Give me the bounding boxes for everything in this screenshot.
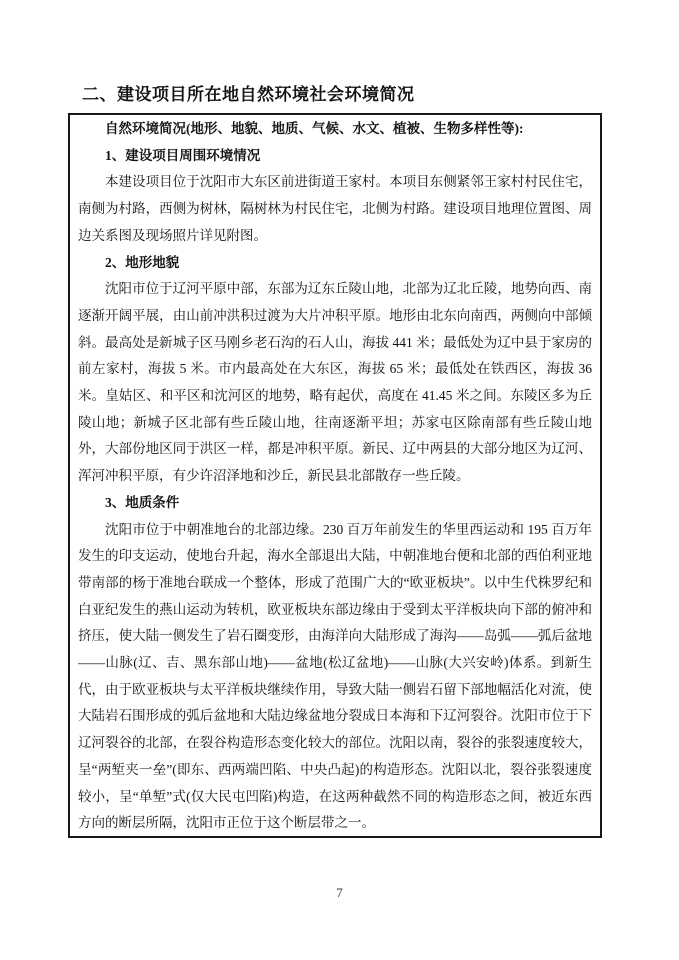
section-2-paragraph: 沈阳市位于辽河平原中部，东部为辽东丘陵山地，北部为辽北丘陵，地势向西、南逐渐开阔平展，由山前冲洪积过渡为大片冲积平原。地形由北东向南西，两侧向中部倾斜。最高处是新城子区马刚乡老石沟的石人山，海拔 441 米；最低处为辽中县于家房的前左家村，海拔 5 米。市内最高处在大东区，海拔 65 米；最低处在铁西区，海拔 36 米。皇姑区、和平区和沈河区的地势，略有起伏，高度在 41.45 米之间。东陵区多为丘陵山地；新城子区北部有些丘陵山地，往南逐渐平坦；苏家屯区除南部有些丘陵山地外，大部份地区同于洪区一样，都是冲积平原。新民、辽中两县的大部分地区为辽河、浑河冲积平原，有少许沼泽地和沙丘，新民县北部散存一些丘陵。: [78, 281, 592, 484]
box-header: 自然环境简况(地形、地貌、地质、气候、水文、植被、生物多样性等):: [105, 121, 524, 136]
section-3-paragraph: 沈阳市位于中朝准地台的北部边缘。230 百万年前发生的华里西运动和 195 百万年发生的印支运动，使地台升起，海水全部退出大陆，中朝准地台便和北部的西伯利亚地带南部的杨于准地台联成一个整体，形成了范围广大的“欧亚板块”。以中生代株罗纪和白亚纪发生的燕山运动为转机，欧亚板块东部边缘由于受到太平洋板块向下部的俯冲和挤压，使大陆一侧发生了岩石圈变形，由海洋向大陆形成了海沟——岛弧——弧后盆地——山脉(辽、吉、黑东部山地)——盆地(松辽盆地)——山脉(大兴安岭)体系。到新生代，由于欧亚板块与太平洋板块继续作用，导致大陆一侧岩石留下部地幅活化对流，使大陆岩石围形成的弧后盆地和大陆边缘盆地分裂成日本海和下辽河裂谷。沈阳市位于下辽河裂谷的北部，在裂谷构造形态变化较大的部位。沈阳以南，裂谷的张裂速度较大，呈“两堑夹一垒”(即东、西两端凹陷、中央凸起)的构造形态。沈阳以北，裂谷张裂速度较小，呈“单堑”式(仅大民屯凹陷)构造，在这两种截然不同的构造形态之间，被近东西方向的断层所隔，沈阳市正位于这个断层带之一。: [78, 521, 592, 831]
environment-summary-box: [68, 113, 602, 838]
section-2-heading: 2、地形地貌: [105, 254, 180, 270]
section-3-heading: 3、地质条件: [105, 494, 180, 510]
section-1-heading: 1、建设项目周围环境情况: [105, 147, 261, 163]
page-number: 7: [336, 885, 343, 900]
section-1-paragraph: 本建设项目位于沈阳市大东区前进街道王家村。本项目东侧紧邻王家村村民住宅，南侧为村路，西侧为树林，隔树林为村民住宅，北侧为村路。建设项目地理位置图、周边关系图及现场照片详见附图。: [78, 174, 592, 243]
page-title: 二、建设项目所在地自然环境社会环境简况: [82, 85, 415, 104]
